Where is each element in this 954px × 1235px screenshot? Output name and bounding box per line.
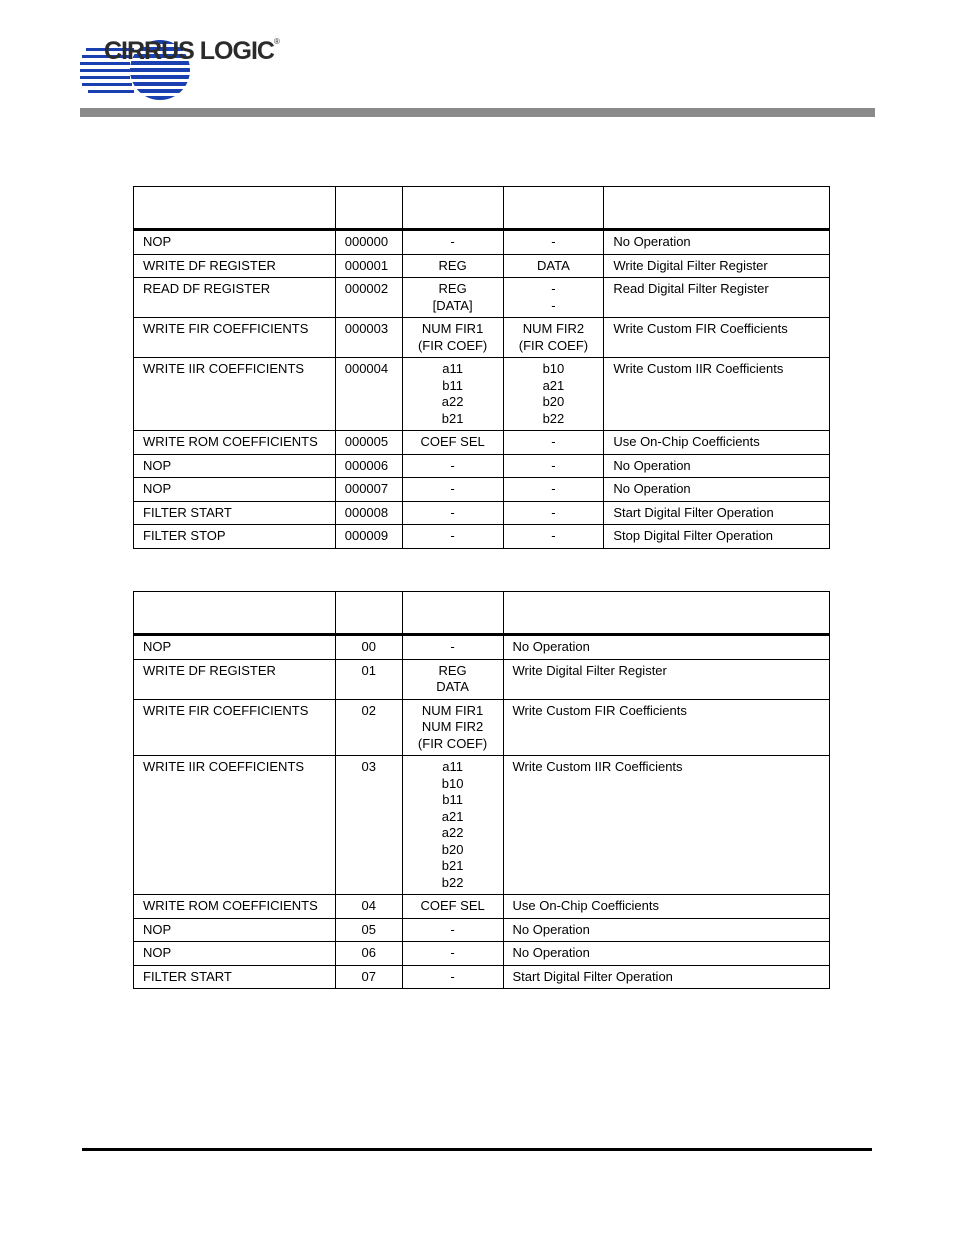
param2-cell-line: - — [551, 434, 556, 449]
command-code-cell: 000008 — [335, 501, 402, 525]
command-code-cell: 07 — [335, 965, 402, 989]
param1-cell-line: (FIR COEF) — [417, 337, 488, 353]
command-code-cell: 04 — [335, 895, 402, 919]
command-name-cell: NOP — [134, 918, 336, 942]
param1-cell-line: a11 — [442, 361, 463, 376]
param1-cell — [402, 230, 503, 255]
param2-cell — [503, 254, 604, 278]
param1-cell — [402, 431, 503, 455]
table-header-row — [134, 187, 830, 230]
table-row — [134, 358, 830, 431]
param-cell — [402, 659, 503, 699]
param-cell-line: a22 — [441, 825, 464, 840]
description-cell: Read Digital Filter Register — [604, 278, 830, 318]
param2-cell-line: - — [551, 504, 556, 520]
param1-cell — [402, 525, 503, 549]
param1-cell-line: b21 — [441, 410, 464, 426]
param2-cell — [503, 454, 604, 478]
command-code-cell: 00 — [335, 635, 402, 660]
description-cell: Write Digital Filter Register — [503, 659, 829, 699]
command-code-cell: 000005 — [335, 431, 402, 455]
description-cell: Write Custom FIR Coefficients — [604, 318, 830, 358]
command-name-cell: READ DF REGISTER — [134, 278, 336, 318]
param-cell — [402, 965, 503, 989]
command-table-2 — [133, 591, 830, 989]
table-row — [134, 254, 830, 278]
table-row — [134, 659, 830, 699]
param-cell-line: b11 — [442, 792, 463, 807]
param2-cell — [503, 278, 604, 318]
param-cell-line: - — [450, 639, 455, 654]
param1-cell-line: REG — [438, 281, 467, 296]
command-name-cell: WRITE ROM COEFFICIENTS — [134, 431, 336, 455]
param1-cell — [402, 501, 503, 525]
command-name-cell: WRITE ROM COEFFICIENTS — [134, 895, 336, 919]
param1-cell-line: REG — [438, 257, 467, 273]
param-cell — [402, 699, 503, 756]
param1-cell — [402, 358, 503, 431]
param-cell-line: b10 — [441, 775, 464, 791]
param1-cell-line: - — [450, 481, 455, 496]
description-cell: No Operation — [604, 454, 830, 478]
param-cell — [402, 756, 503, 895]
command-code-cell: 000007 — [335, 478, 402, 502]
description-cell: Write Custom IIR Coefficients — [604, 358, 830, 431]
table-row — [134, 918, 830, 942]
param-cell-line: COEF SEL — [420, 898, 485, 913]
param2-cell-line: - — [551, 297, 556, 313]
command-name-cell: WRITE FIR COEFFICIENTS — [134, 318, 336, 358]
table-row — [134, 318, 830, 358]
table-row — [134, 756, 830, 895]
param1-cell — [402, 318, 503, 358]
param-cell-line: b22 — [441, 874, 464, 890]
param1-cell-line: NUM FIR1 — [421, 321, 484, 336]
brand-name: CIRRUS LOGIC® — [104, 36, 279, 65]
param2-cell — [503, 478, 604, 502]
param2-cell-line: DATA — [537, 257, 570, 273]
param2-cell-line: - — [551, 234, 556, 249]
param1-cell-line: - — [450, 457, 455, 473]
param1-cell — [402, 454, 503, 478]
command-code-cell: 000003 — [335, 318, 402, 358]
command-name-cell: NOP — [134, 635, 336, 660]
table-row — [134, 431, 830, 455]
param2-cell — [503, 431, 604, 455]
description-cell: Use On-Chip Coefficients — [604, 431, 830, 455]
command-name-cell: NOP — [134, 454, 336, 478]
command-code-cell: 000004 — [335, 358, 402, 431]
param-cell-line: REG — [438, 662, 467, 678]
table-row — [134, 635, 830, 660]
param2-cell — [503, 525, 604, 549]
param2-cell-line: NUM FIR2 — [522, 321, 585, 336]
command-name-cell: FILTER START — [134, 965, 336, 989]
table-row — [134, 965, 830, 989]
table-row — [134, 525, 830, 549]
command-code-cell: 000009 — [335, 525, 402, 549]
description-cell: No Operation — [503, 918, 829, 942]
command-code-cell: 000000 — [335, 230, 402, 255]
param1-cell — [402, 254, 503, 278]
command-name-cell: NOP — [134, 942, 336, 966]
description-cell: No Operation — [503, 942, 829, 966]
command-table-1 — [133, 186, 830, 549]
param-cell — [402, 918, 503, 942]
command-code-cell: 000002 — [335, 278, 402, 318]
param-cell-line: DATA — [436, 679, 469, 694]
description-cell: Write Custom IIR Coefficients — [503, 756, 829, 895]
param1-cell-line: COEF SEL — [420, 434, 485, 449]
param-cell — [402, 635, 503, 660]
param-cell — [402, 942, 503, 966]
param-cell-line: NUM FIR1 — [421, 702, 484, 718]
command-name-cell: NOP — [134, 230, 336, 255]
description-cell: Use On-Chip Coefficients — [503, 895, 829, 919]
param2-cell-line: (FIR COEF) — [518, 337, 589, 353]
param2-cell-line: b10 — [542, 361, 565, 376]
footer-rule — [82, 1148, 872, 1151]
param2-cell — [503, 358, 604, 431]
table-row — [134, 942, 830, 966]
param-cell-line: (FIR COEF) — [417, 735, 488, 751]
description-cell: No Operation — [503, 635, 829, 660]
command-code-cell: 000006 — [335, 454, 402, 478]
param-cell-line: - — [450, 968, 455, 984]
table-row — [134, 478, 830, 502]
command-name-cell: NOP — [134, 478, 336, 502]
param2-cell — [503, 318, 604, 358]
header-cell — [134, 592, 336, 635]
command-name-cell: WRITE IIR COEFFICIENTS — [134, 756, 336, 895]
header-cell — [503, 592, 829, 635]
command-code-cell: 05 — [335, 918, 402, 942]
param1-cell-line: [DATA] — [432, 297, 473, 313]
param2-cell-line: - — [551, 281, 556, 296]
param-cell-line: b20 — [441, 841, 464, 857]
header-cell — [335, 592, 402, 635]
param1-cell-line: - — [450, 234, 455, 249]
header-cell — [402, 187, 503, 230]
param-cell-line: a21 — [441, 808, 464, 824]
param1-cell-line: - — [450, 528, 455, 543]
param1-cell-line: b11 — [442, 377, 463, 393]
param1-cell-line: - — [450, 504, 455, 520]
param2-cell-line: - — [551, 481, 556, 496]
param1-cell — [402, 278, 503, 318]
param-cell-line: NUM FIR2 — [421, 719, 484, 734]
param2-cell-line: b22 — [542, 410, 565, 426]
header-cell — [503, 187, 604, 230]
table-header-row — [134, 592, 830, 635]
command-code-cell: 06 — [335, 942, 402, 966]
table-row — [134, 501, 830, 525]
param-cell-line: - — [450, 945, 455, 960]
command-name-cell: FILTER STOP — [134, 525, 336, 549]
description-cell: Start Digital Filter Operation — [503, 965, 829, 989]
command-code-cell: 01 — [335, 659, 402, 699]
command-name-cell: WRITE DF REGISTER — [134, 659, 336, 699]
param-cell-line: a11 — [442, 759, 463, 774]
param2-cell-line: - — [551, 457, 556, 473]
command-code-cell: 02 — [335, 699, 402, 756]
param-cell-line: - — [450, 921, 455, 937]
command-name-cell: WRITE DF REGISTER — [134, 254, 336, 278]
header-cell — [402, 592, 503, 635]
header-bar — [80, 108, 875, 117]
param2-cell — [503, 230, 604, 255]
description-cell: Write Digital Filter Register — [604, 254, 830, 278]
param-cell — [402, 895, 503, 919]
param1-cell — [402, 478, 503, 502]
param2-cell-line: - — [551, 528, 556, 543]
table-row — [134, 278, 830, 318]
table-row — [134, 454, 830, 478]
command-code-cell: 000001 — [335, 254, 402, 278]
header-cell — [604, 187, 830, 230]
header-cell — [335, 187, 402, 230]
header-cell — [134, 187, 336, 230]
description-cell: Write Custom FIR Coefficients — [503, 699, 829, 756]
param2-cell-line: b20 — [542, 394, 565, 409]
param2-cell-line: a21 — [542, 377, 565, 393]
table-row — [134, 895, 830, 919]
description-cell: Stop Digital Filter Operation — [604, 525, 830, 549]
param2-cell — [503, 501, 604, 525]
param1-cell-line: a22 — [441, 394, 464, 409]
table-row — [134, 230, 830, 255]
param-cell-line: b21 — [441, 858, 464, 873]
command-name-cell: FILTER START — [134, 501, 336, 525]
description-cell: Start Digital Filter Operation — [604, 501, 830, 525]
description-cell: No Operation — [604, 478, 830, 502]
command-name-cell: WRITE FIR COEFFICIENTS — [134, 699, 336, 756]
command-name-cell: WRITE IIR COEFFICIENTS — [134, 358, 336, 431]
description-cell: No Operation — [604, 230, 830, 255]
command-code-cell: 03 — [335, 756, 402, 895]
table-row — [134, 699, 830, 756]
